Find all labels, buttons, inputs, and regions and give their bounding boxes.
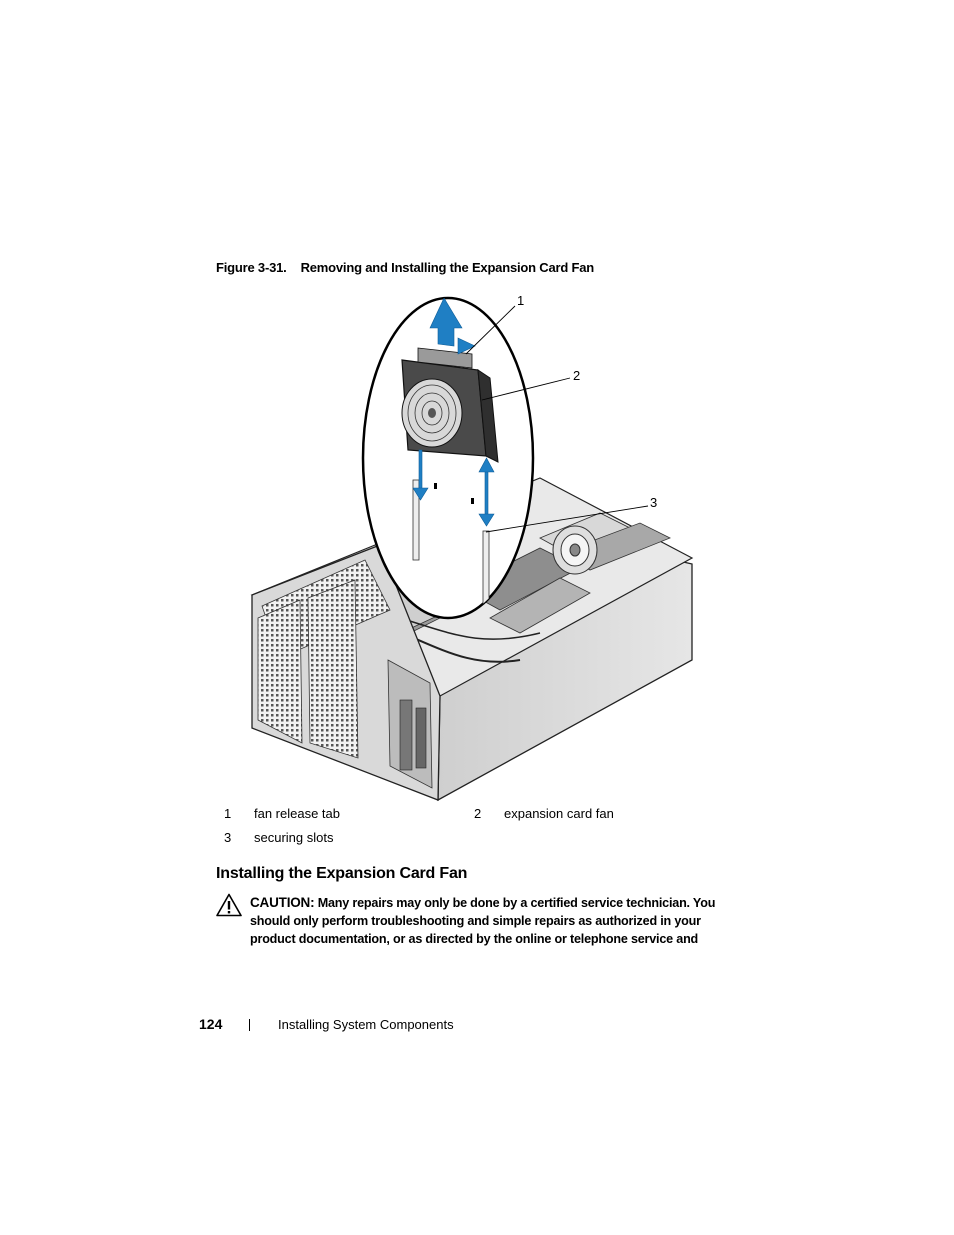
callout-1: 1 bbox=[517, 293, 525, 308]
figure-caption bbox=[216, 260, 594, 275]
page-number: 124 bbox=[199, 1016, 223, 1032]
caution-notice bbox=[250, 894, 730, 948]
expansion-card-fan-illustration bbox=[240, 288, 700, 808]
callout-2: 2 bbox=[573, 368, 581, 383]
caution-label: CAUTION: bbox=[250, 895, 315, 910]
footer-chapter-title: Installing System Components bbox=[278, 1017, 454, 1032]
legend-label-3: securing slots bbox=[254, 830, 334, 845]
figure-number: Figure 3-31. bbox=[216, 260, 287, 275]
figure-illustration bbox=[240, 288, 700, 808]
caution-line-1: Many repairs may only be done by a certified service technician. You bbox=[317, 896, 716, 910]
legend-num-3: 3 bbox=[224, 830, 232, 845]
footer-separator bbox=[249, 1019, 250, 1031]
figure-title: Removing and Installing the Expansion Card Fan bbox=[300, 260, 595, 275]
section-heading: Installing the Expansion Card Fan bbox=[216, 865, 468, 882]
legend-num-2: 2 bbox=[474, 806, 482, 821]
legend-label-1: fan release tab bbox=[254, 806, 341, 821]
legend-num-1: 1 bbox=[224, 806, 232, 821]
legend-label-2: expansion card fan bbox=[504, 806, 614, 821]
callout-3: 3 bbox=[650, 495, 658, 510]
caution-line-3: product documentation, or as directed by the online or telephone service and bbox=[250, 932, 699, 946]
zoom-circle bbox=[363, 298, 533, 618]
caution-warning-icon bbox=[216, 893, 242, 917]
caution-line-2: should only perform troubleshooting and simple repairs as authorized in your bbox=[250, 914, 701, 928]
internal-fan bbox=[553, 526, 597, 574]
